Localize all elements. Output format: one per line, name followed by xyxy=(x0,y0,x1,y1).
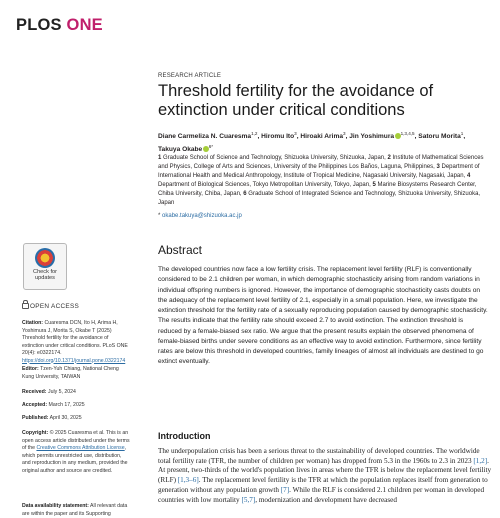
open-lock-icon xyxy=(22,303,29,309)
check-updates-label: updates xyxy=(35,275,55,281)
crossmark-icon xyxy=(35,248,55,268)
article-type: RESEARCH ARTICLE xyxy=(158,73,222,79)
author-name[interactable]: Takuya Okabe xyxy=(158,145,203,153)
citation-ref-link[interactable]: [1,2] xyxy=(473,456,488,465)
license-link[interactable]: Creative Commons Attribution License xyxy=(36,445,125,451)
abstract-text: The developed countries now face a low fertility crisis. The replacement level fertility (RLF) is conventionally considered to be 2.1 children per woman, in which demographic stochasticity arising from random variations in individual offspring numbers is ignored. However, the importance of demographic stochasticity casts doubts on the adequacy of the replacement level fertility of 2.1, especially in a small population. Here, we investigate the extinction threshold for the fertility rate of a sexually reproducing population caused by demographic stochasticity. The results indicate that the fertility rate should exceed 2.7 to avoid extinction. The extinction threshold is reduced by a female-biased sex ratio. We argue that the present results explain the observed phenomena of female-biased births under severe conditions as an effective way to avoid extinction. Furthermore, since fertility rates are below this threshold in developed countries, family lineages of almost all individuals are destined to go extinct eventually. xyxy=(158,266,488,366)
citation-ref-link[interactable]: [5,7] xyxy=(241,495,256,504)
affiliations: 1 Graduate School of Science and Technology, Shizuoka University, Shizuoka, Japan, 2 Institute of Mathematical Sciences and Physics, College of Arts and Sciences, University of the Philippines Los Baños, Laguna, Philippines, 3 Department of International Health and Medical Anthropology, Institute of Tropical Medicine, Nagasaki University, Nagasaki, Japan, 4 Department of Biological Sciences, Tokyo Metropolitan University, Tokyo, Japan, 5 Marine Biosystems Research Center, Chiba University, Chiba, Japan, 6 Graduate School of Integrated Science and Technology, Shizuoka University, Shizuoka, Japan xyxy=(158,155,484,206)
data-availability: Data availability statement: All relevant data are within the paper and its Supporting xyxy=(22,503,128,517)
introduction-text: The underpopulation crisis has been a serious threat to the sustainability of developed countries. The worldwide total fertility rate (TFR, the number of children per woman) has dropped from 5.3 in the 1960s to 2.3 in 2023 [1,2]. At present, two-thirds of the world's population lives in areas where the TFR is below the replacement level fertility (RLF) [1,3–6]. The replacement level fertility is the TFR at which the population replaces itself from generation to generation without any population growth [7]. While the RLF is considered 2.1 children per woman in developed countries with low mortality [5,7], modernization and development have decreased xyxy=(158,447,492,504)
check-updates-label: Check for xyxy=(33,269,57,275)
corresponding-email: * okabe.takuya@shizuoka.ac.jp xyxy=(158,213,242,219)
doi-link[interactable]: https://doi.org/10.1371/journal.pone.0322174 xyxy=(22,357,126,364)
journal-logo[interactable] xyxy=(16,16,103,35)
citation-ref-link[interactable]: [1,3–6] xyxy=(177,476,199,485)
editor: Editor: Tzen-Yuh Chiang, National Cheng Kung University, TAIWAN xyxy=(22,366,119,380)
citation-ref-link[interactable]: [7] xyxy=(280,485,290,494)
author-list: Diane Carmeliza N. Cuaresma$^{1,2}$, Hiromu Ito$^3$, Hiroaki Arima$^3$, Jin Yoshimura $^{1,3,4,5}$, Satoru Morita$^1$, Takuya Okabe $^{6*}$ xyxy=(158,131,466,153)
accepted-date: Accepted: March 17, 2025 xyxy=(22,402,85,408)
author-name[interactable]: Jin Yoshimura xyxy=(349,133,395,141)
article-title: Threshold fertility for the avoidance of extinction under critical conditions xyxy=(158,82,434,119)
logo-one: ONE xyxy=(66,16,103,34)
author-name[interactable]: Hiromu Ito xyxy=(261,133,295,141)
author-name[interactable]: Hiroaki Arima xyxy=(300,133,343,141)
abstract-heading: Abstract xyxy=(158,243,203,257)
email-link[interactable]: okabe.takuya@shizuoka.ac.jp xyxy=(162,213,242,219)
author-name[interactable]: Diane Carmeliza N. Cuaresma xyxy=(158,133,252,141)
citation: Citation: Cuaresma DCN, Ito H, Arima H, Yoshimura J, Morita S, Okabe T (2025) Threshold fertility for the avoidance of extinction under critical conditions. PLoS ONE 20(4): e0322174. https://doi.org/10.1371/journal.pone.0322174 xyxy=(22,320,128,364)
author-name[interactable]: Satoru Morita xyxy=(418,133,461,141)
logo-plos: PLOS xyxy=(16,16,62,34)
introduction-heading: Introduction xyxy=(158,431,211,441)
check-for-updates-button[interactable] xyxy=(23,243,67,290)
received-date: Received: July 5, 2024 xyxy=(22,389,76,395)
published-date: Published: April 30, 2025 xyxy=(22,415,82,421)
open-access-badge: OPEN ACCESS xyxy=(22,302,79,310)
copyright: Copyright: © 2025 Cuaresma et al. This is an open access article distributed under the terms of the Creative Commons Attribution License, which permits unrestricted use, distribution, and reproduction in any medium, provided the original author and source are credited. xyxy=(22,430,130,474)
